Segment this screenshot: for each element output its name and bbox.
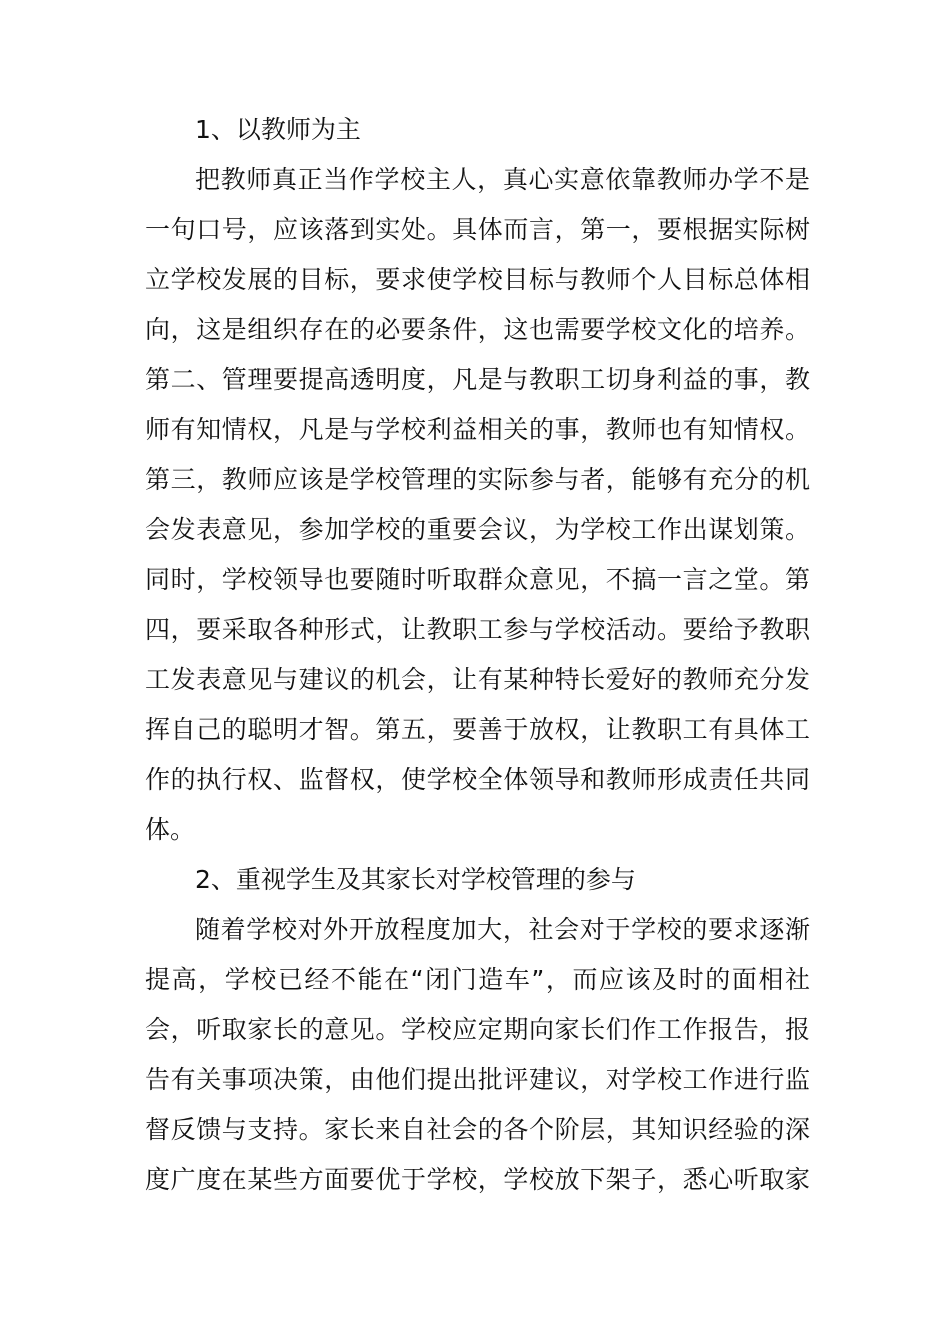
paragraph-line: 会，听取家长的意见。学校应定期向家长们作工作报告，报 bbox=[145, 1015, 810, 1044]
paragraph-line: 工发表意见与建议的机会，让有某种特长爱好的教师充分发 bbox=[145, 665, 810, 694]
paragraph-line: 师有知情权，凡是与学校利益相关的事，教师也有知情权。 bbox=[145, 415, 810, 444]
paragraph-line: 挥自己的聪明才智。第五，要善于放权，让教职工有具体工 bbox=[145, 715, 810, 744]
heading-1: 1、以教师为主 bbox=[195, 115, 361, 144]
paragraph-line: 四，要采取各种形式，让教职工参与学校活动。要给予教职 bbox=[145, 615, 810, 644]
paragraph-line: 作的执行权、监督权，使学校全体领导和教师形成责任共同 bbox=[145, 765, 810, 794]
paragraph-line: 度广度在某些方面要优于学校，学校放下架子，悉心听取家 bbox=[145, 1165, 810, 1194]
paragraph-line: 第三，教师应该是学校管理的实际参与者，能够有充分的机 bbox=[145, 465, 810, 494]
paragraph-line: 督反馈与支持。家长来自社会的各个阶层，其知识经验的深 bbox=[145, 1115, 810, 1144]
paragraph-line: 会发表意见，参加学校的重要会议，为学校工作出谋划策。 bbox=[145, 515, 810, 544]
paragraph-line: 立学校发展的目标，要求使学校目标与教师个人目标总体相 bbox=[145, 265, 810, 294]
paragraph-line: 提高，学校已经不能在“闭门造车”，而应该及时的面相社 bbox=[145, 965, 810, 994]
heading-2: 2、重视学生及其家长对学校管理的参与 bbox=[195, 865, 636, 894]
paragraph-line: 第二、管理要提高透明度，凡是与教职工切身利益的事，教 bbox=[145, 365, 810, 394]
paragraph-line: 随着学校对外开放程度加大，社会对于学校的要求逐渐 bbox=[195, 915, 810, 944]
paragraph-line: 把教师真正当作学校主人，真心实意依靠教师办学不是 bbox=[195, 165, 810, 194]
paragraph-line: 告有关事项决策，由他们提出批评建议，对学校工作进行监 bbox=[145, 1065, 810, 1094]
paragraph-line: 向，这是组织存在的必要条件，这也需要学校文化的培养。 bbox=[145, 315, 810, 344]
paragraph-line: 同时，学校领导也要随时听取群众意见，不搞一言之堂。第 bbox=[145, 565, 810, 594]
paragraph-line: 体。 bbox=[145, 815, 196, 844]
paragraph-line: 一句口号，应该落到实处。具体而言，第一，要根据实际树 bbox=[145, 215, 810, 244]
